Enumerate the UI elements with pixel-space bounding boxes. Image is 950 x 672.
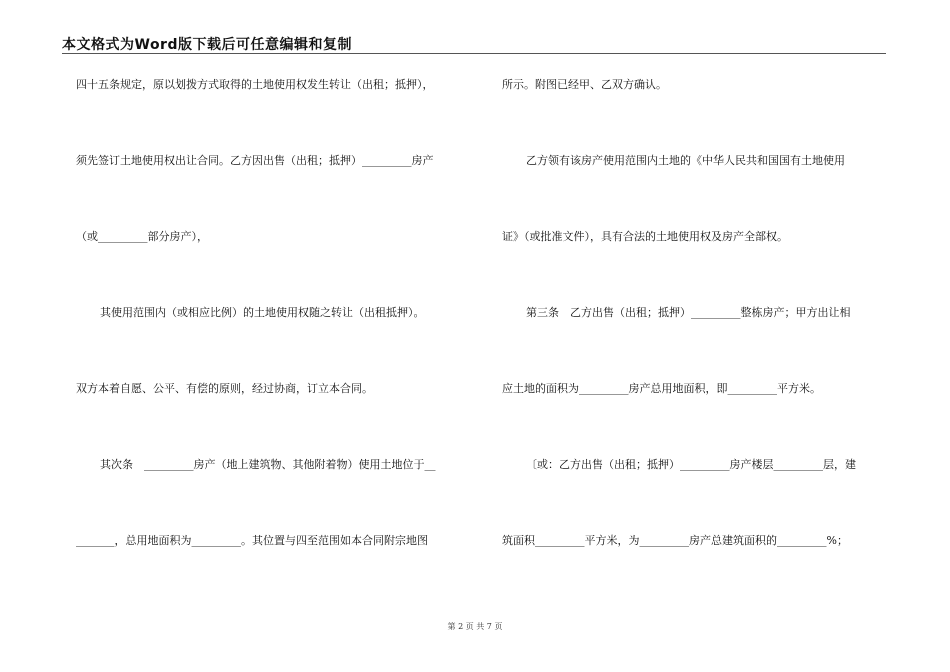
paragraph-line: 筑面积_________平方米，为_________房产总建筑面积的_________%； xyxy=(502,534,848,547)
paragraph-line: 〔或：乙方出售（出租；抵押）_________房产楼层_________层，建 xyxy=(526,458,856,471)
document-header-title: 本文格式为Word版下载后可任意编辑和复制 xyxy=(62,37,352,53)
paragraph-line: 应土地的面积为_________房产总用地面积，即_________平方米。 xyxy=(502,382,821,395)
paragraph-line: 所示。附图已经甲、乙双方确认。 xyxy=(502,78,667,91)
article-two-line: 其次条 _________房产（地上建筑物、其他附着物）使用土地位于__ xyxy=(100,458,436,471)
paragraph-line: 乙方领有该房产使用范围内土地的《中华人民共和国国有土地使用 xyxy=(526,154,845,167)
article-three-line: 第三条 乙方出售（出租；抵押）_________整栋房产；甲方出让相 xyxy=(526,306,851,319)
paragraph-line: 四十五条规定，原以划拨方式取得的土地使用权发生转让（出租；抵押）， xyxy=(76,78,434,91)
paragraph-line: （或_________部分房产）， xyxy=(76,230,208,243)
paragraph-line: 双方本着自愿、公平、有偿的原则，经过协商，订立本合同。 xyxy=(76,382,373,395)
page-number-footer: 第 2 页 共 7 页 xyxy=(447,622,503,631)
right-text-column xyxy=(502,64,902,596)
left-text-column xyxy=(76,64,476,596)
paragraph-line: 须先签订土地使用权出让合同。乙方因出售（出租；抵押）_________房产 xyxy=(76,154,434,167)
paragraph-line: 证》（或批准文件），具有合法的土地使用权及房产全部权。 xyxy=(502,230,788,243)
paragraph-line: 其使用范围内（或相应比例）的土地使用权随之转让（出租抵押）。 xyxy=(100,306,425,319)
paragraph-line: _______，总用地面积为_________。其位置与四至范围如本合同附宗地图 xyxy=(76,534,428,547)
header-divider xyxy=(62,53,886,54)
